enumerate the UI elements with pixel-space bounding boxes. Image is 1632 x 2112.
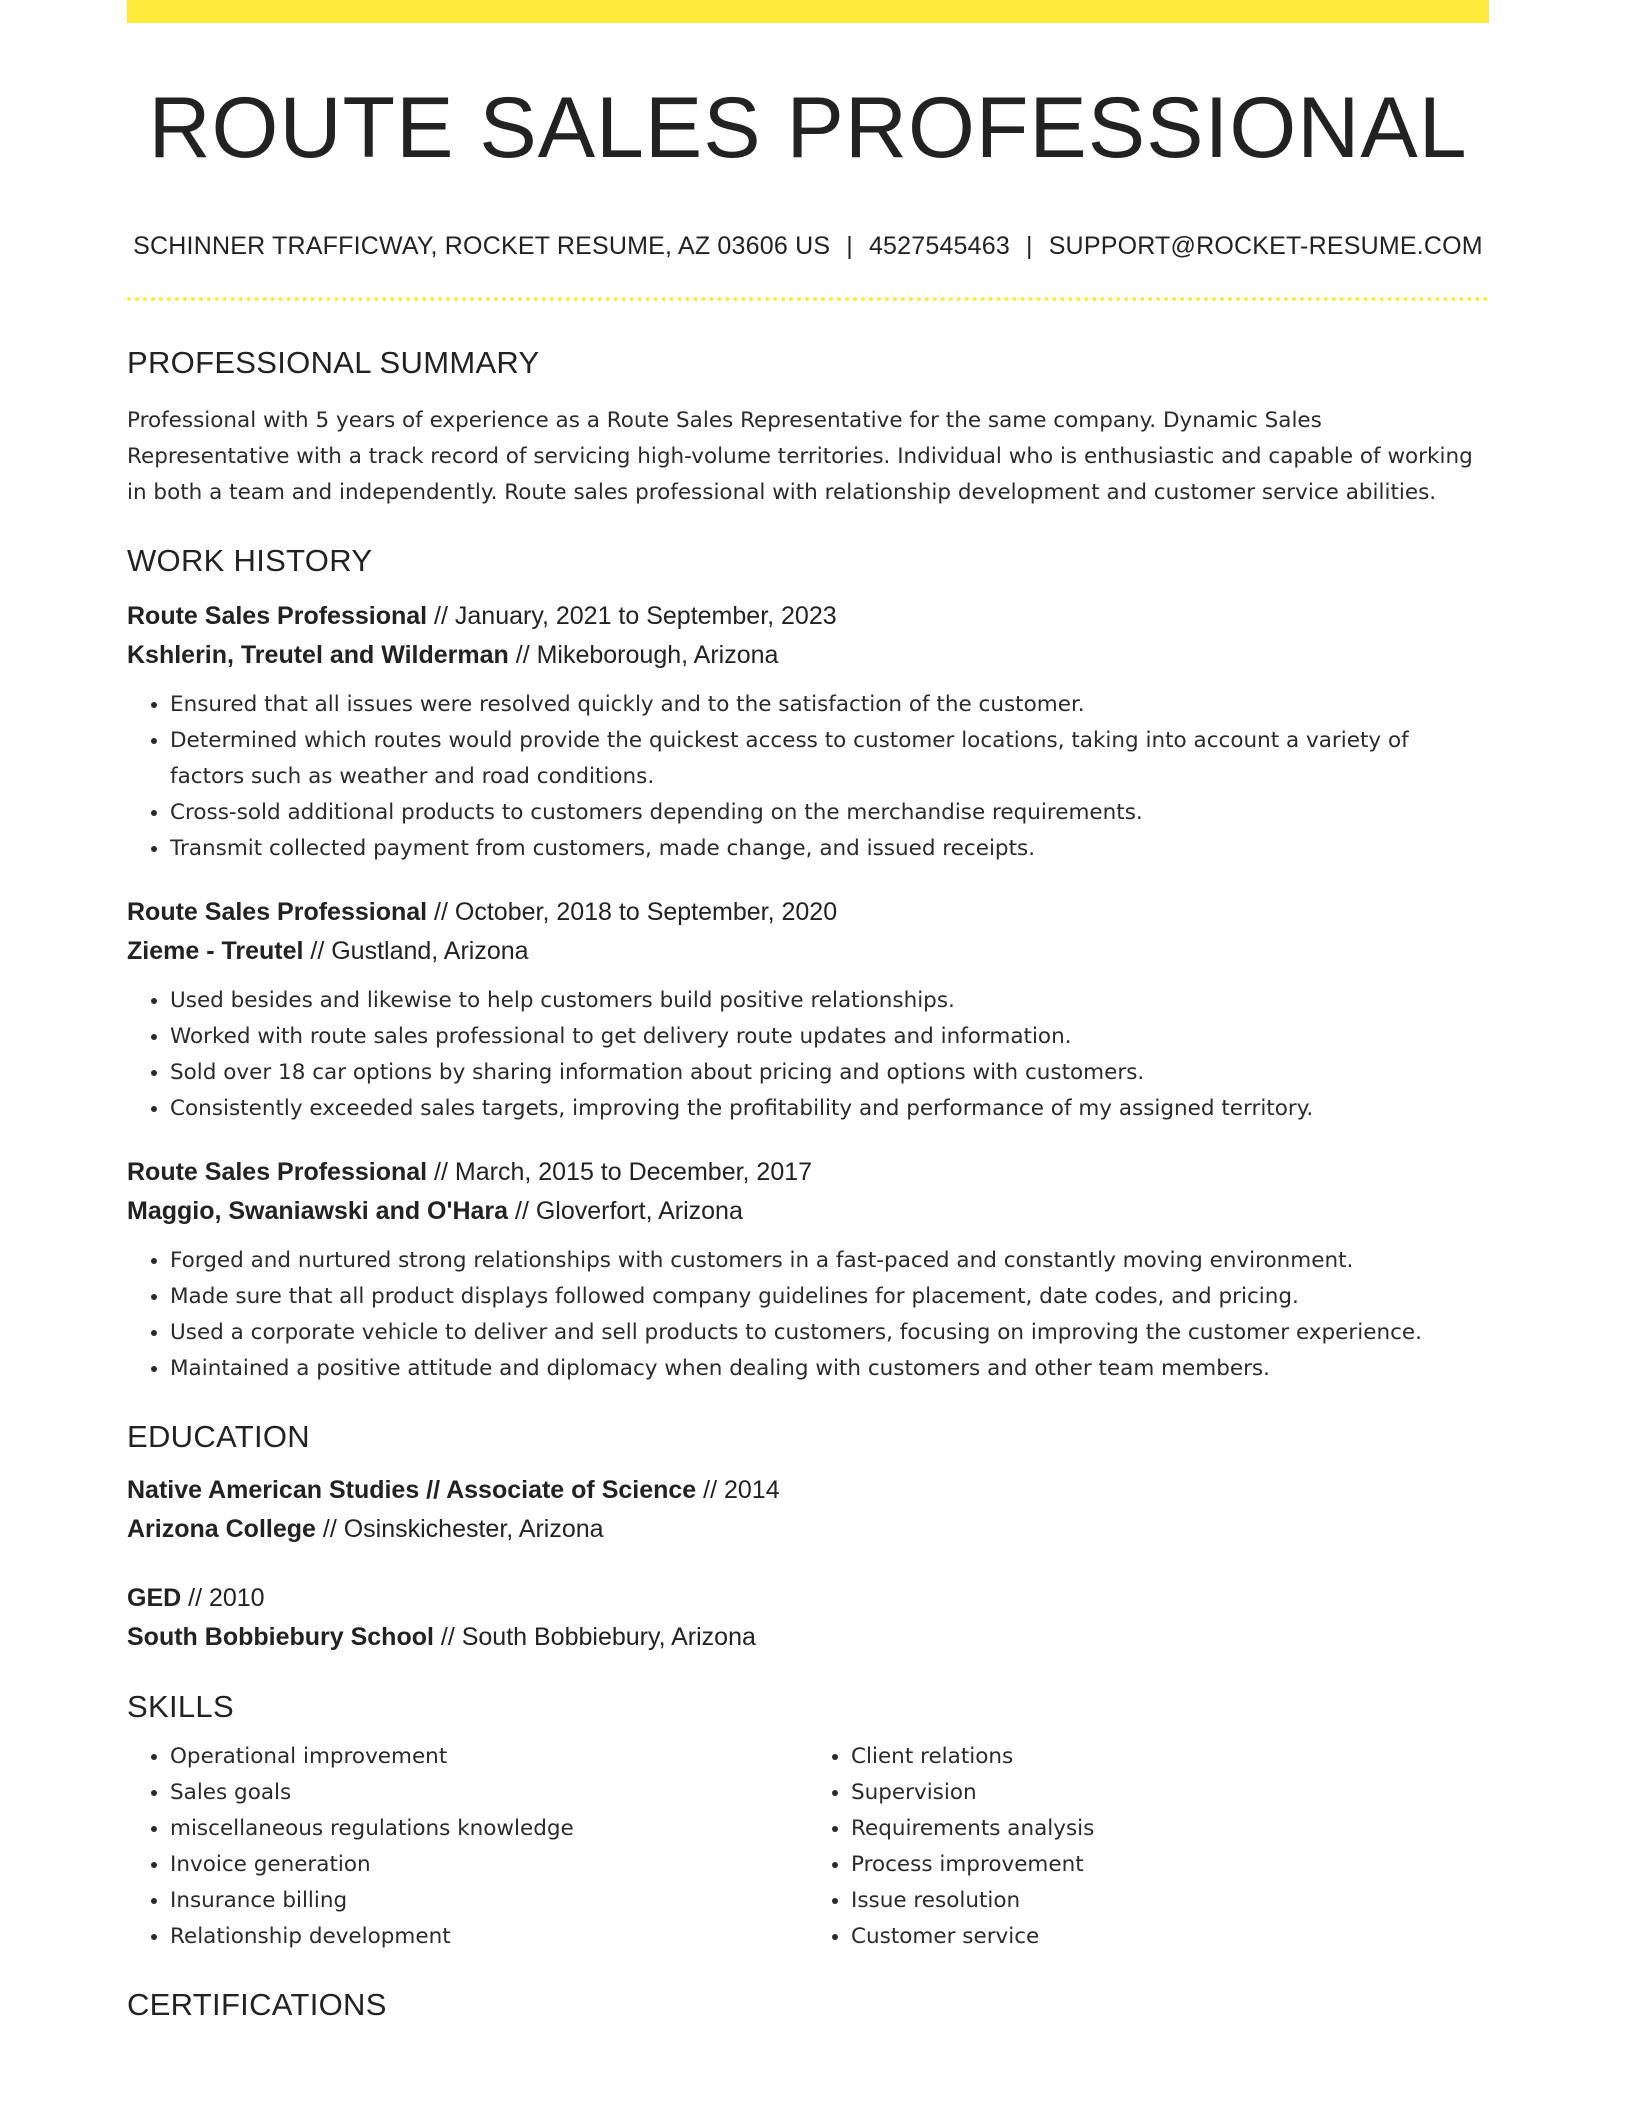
job-bullet: • Worked with route sales professional to get delivery route updates and information. (170, 1019, 1489, 1055)
skills-columns (127, 1739, 1489, 1955)
contact-separator: | (846, 231, 853, 260)
job-bullet: • Consistently exceeded sales targets, improving the profitability and performance of my assigned territory. (170, 1091, 1489, 1127)
job-bullet: • Made sure that all product displays followed company guidelines for placement, date codes, and pricing. (170, 1279, 1489, 1315)
dotted-divider (127, 297, 1489, 301)
job-bullet: • Maintained a positive attitude and diplomacy when dealing with customers and other team members. (170, 1351, 1489, 1387)
job-bullets (127, 687, 1489, 867)
education-year: // 2014 (696, 1475, 780, 1504)
job-bullet: • Determined which routes would provide the quickest access to customer locations, taking into account a variety of factors such as weather and road conditions. (170, 723, 1489, 795)
job-title-line (127, 1153, 1489, 1192)
job-role: Route Sales Professional (127, 897, 428, 926)
job-company-line (127, 1192, 1489, 1231)
job-dates: // October, 2018 to September, 2020 (427, 897, 838, 926)
contact-address: SCHINNER TRAFFICWAY, ROCKET RESUME, AZ 03606 US (133, 231, 831, 260)
skill-item: • Sales goals (170, 1775, 808, 1811)
education-entry (127, 1471, 1489, 1549)
job-bullet: • Sold over 18 car options by sharing information about pricing and options with customers. (170, 1055, 1489, 1091)
contact-phone[interactable]: 4527545463 (868, 231, 1010, 260)
job-location: // Gustland, Arizona (303, 936, 529, 965)
education-degree: GED (127, 1583, 182, 1612)
skill-item: • Relationship development (170, 1919, 808, 1955)
contact-email[interactable]: SUPPORT@ROCKET-RESUME.COM (1048, 231, 1483, 260)
job-bullet: • Used besides and likewise to help customers build positive relationships. (170, 983, 1489, 1019)
job-title-line (127, 893, 1489, 932)
work-history-heading: WORK HISTORY (127, 542, 373, 578)
job-company-line (127, 636, 1489, 675)
education-school-line (127, 1618, 1489, 1657)
job-location: // Gloverfort, Arizona (508, 1196, 743, 1225)
job-company: Maggio, Swaniawski and O'Hara (127, 1196, 509, 1225)
education-degree: Native American Studies // Associate of Science (127, 1475, 697, 1504)
job-role: Route Sales Professional (127, 1157, 428, 1186)
skill-item: • Operational improvement (170, 1739, 808, 1775)
education-entry (127, 1579, 1489, 1657)
resume-page (127, 0, 1489, 2023)
job-entry (127, 893, 1489, 1127)
job-entry (127, 597, 1489, 867)
skill-item: • Issue resolution (851, 1883, 1489, 1919)
skills-heading: SKILLS (127, 1688, 234, 1724)
summary-text: Professional with 5 years of experience as a Route Sales Representative for the same company. Dynamic Sales Representative with a track record of servicing high-volume territories. Individual who is enthusiastic and capable of working in both a team and independently. Route sales professional with relationship development and customer service abilities. (127, 407, 1473, 505)
skill-item: • Client relations (851, 1739, 1489, 1775)
job-role: Route Sales Professional (127, 601, 428, 630)
job-bullet: • Used a corporate vehicle to deliver and sell products to customers, focusing on improving the customer experience. (170, 1315, 1489, 1351)
education-school-line (127, 1510, 1489, 1549)
job-entry (127, 1153, 1489, 1387)
contact-line (127, 232, 1489, 261)
skill-item: • Process improvement (851, 1847, 1489, 1883)
certifications-heading: CERTIFICATIONS (127, 1986, 387, 2022)
education-location: // South Bobbiebury, Arizona (433, 1622, 756, 1651)
job-company-line (127, 932, 1489, 971)
education-location: // Osinskichester, Arizona (315, 1514, 604, 1543)
education-degree-line (127, 1579, 1489, 1618)
summary-heading: PROFESSIONAL SUMMARY (127, 344, 540, 380)
job-bullet: • Ensured that all issues were resolved quickly and to the satisfaction of the customer. (170, 687, 1489, 723)
education-degree-line (127, 1471, 1489, 1510)
job-dates: // January, 2021 to September, 2023 (427, 601, 837, 630)
skills-right-list (808, 1739, 1489, 1955)
job-company: Kshlerin, Treutel and Wilderman (127, 640, 509, 669)
job-company: Zieme - Treutel (127, 936, 304, 965)
job-location: // Mikeborough, Arizona (508, 640, 779, 669)
job-bullets (127, 1243, 1489, 1387)
contact-separator: | (1025, 231, 1033, 260)
education-school: Arizona College (127, 1514, 316, 1543)
job-bullet: • Forged and nurtured strong relationships with customers in a fast-paced and constantly moving environment. (170, 1243, 1489, 1279)
candidate-name: ROUTE SALES PROFESSIONAL (148, 80, 1468, 176)
skill-item: • Invoice generation (170, 1847, 808, 1883)
skill-item: • Supervision (851, 1775, 1489, 1811)
job-bullet: • Transmit collected payment from customers, made change, and issued receipts. (170, 831, 1489, 867)
skill-item: • Requirements analysis (851, 1811, 1489, 1847)
skills-left-list (127, 1739, 808, 1955)
skill-item: • Customer service (851, 1919, 1489, 1955)
education-heading: EDUCATION (127, 1418, 310, 1454)
skill-item: • miscellaneous regulations knowledge (170, 1811, 808, 1847)
skill-item: • Insurance billing (170, 1883, 808, 1919)
job-bullet: • Cross-sold additional products to customers depending on the merchandise requirements. (170, 795, 1489, 831)
top-accent-bar (127, 0, 1489, 23)
education-year: // 2010 (181, 1583, 265, 1612)
job-bullets (127, 983, 1489, 1127)
job-dates: // March, 2015 to December, 2017 (427, 1157, 813, 1186)
job-title-line (127, 597, 1489, 636)
education-school: South Bobbiebury School (127, 1622, 434, 1651)
